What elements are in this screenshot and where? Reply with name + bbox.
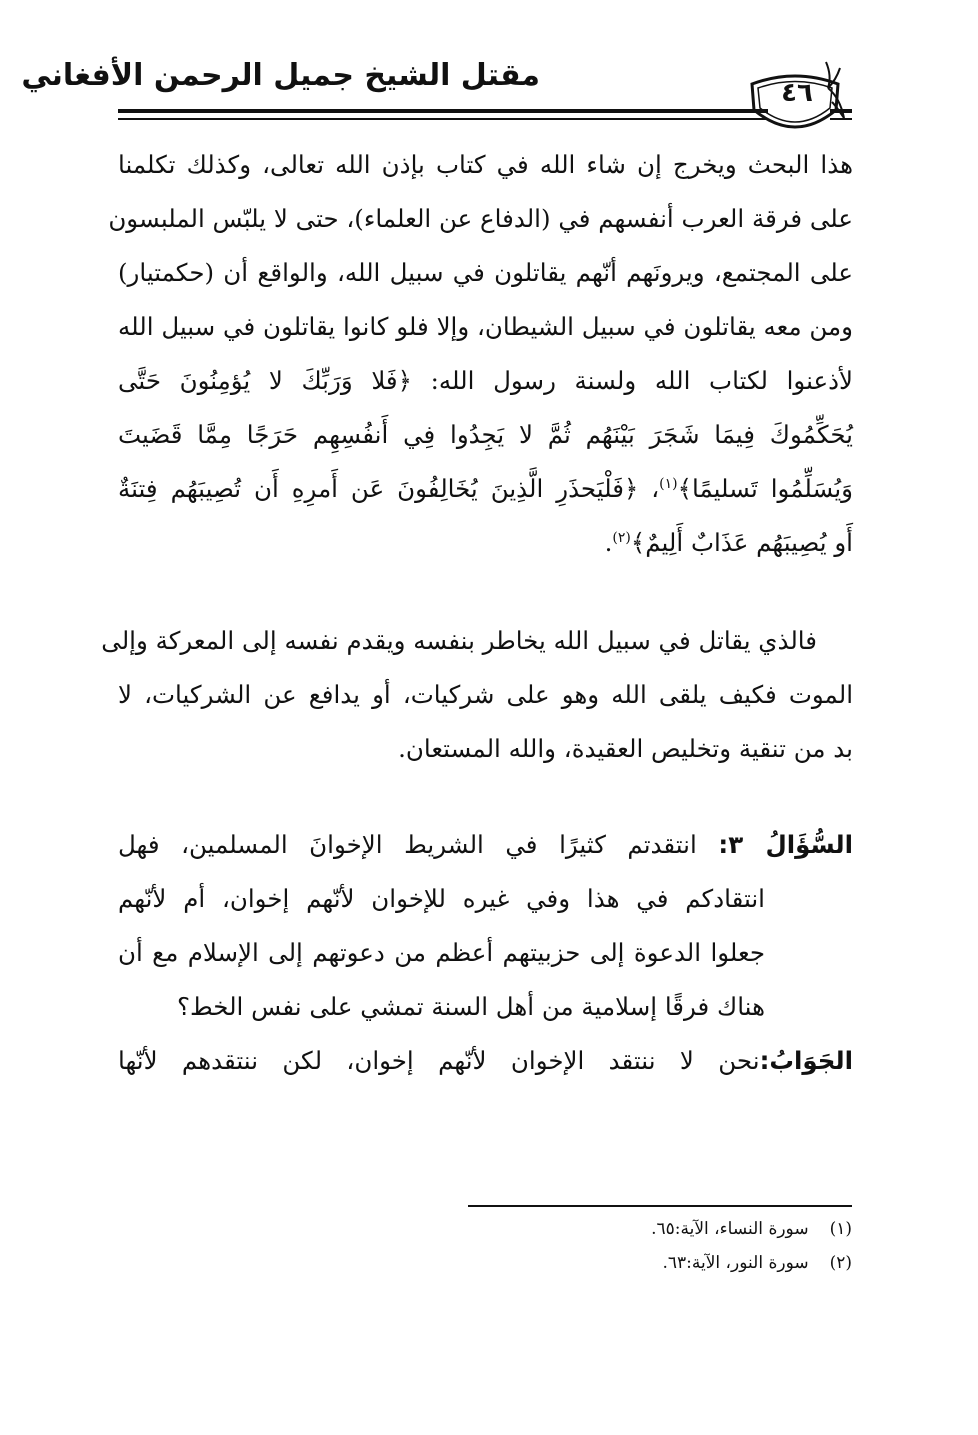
footnote-separator bbox=[468, 1205, 852, 1207]
question-label: السُّؤَالُ ٣: bbox=[718, 830, 853, 859]
paragraph-1 bbox=[108, 138, 853, 570]
text-line: فالذي يقاتل في سبيل الله يخاطر بنفسه ويقدم نفسه إلى المعركة وإلى bbox=[101, 626, 817, 655]
text-line: يُحَكِّمُوكَ فِيمَا شَجَرَ بَيْنَهُم ثُمَّ لا يَجِدُوا فِي أَنفُسِهِم حَرَجًا مِمَّا قَضَيتَ bbox=[118, 420, 853, 449]
footnotes bbox=[468, 1212, 852, 1280]
text-line bbox=[118, 462, 853, 516]
answer-block bbox=[118, 1034, 853, 1088]
header-rule-thin-right bbox=[830, 118, 852, 120]
text-line: الموت فكيف يلقى الله وهو على شركيات، أو يدافع عن الشركيات، لا bbox=[118, 680, 853, 709]
text-line: لأذعنوا لكتاب الله ولسنة رسول الله: ﴿فَلا وَرَبِّكَ لا يُؤمِنُونَ حَتَّى bbox=[118, 366, 853, 395]
quran-verse-end: أَو يُصِيبَهُم عَذَابٌ أَلِيمٌ﴾ bbox=[630, 528, 853, 557]
running-head-title: مقتل الشيخ جميل الرحمن الأفغاني bbox=[21, 58, 540, 93]
text-line: على المجتمع، ويرونَهم أنّهم يقاتلون في سبيل الله، والواقع أن (حكمتيار) bbox=[118, 258, 853, 287]
footnote-number: (١) bbox=[829, 1219, 852, 1239]
text-line bbox=[118, 818, 853, 872]
quran-verse-end: وَيُسَلِّمُوا تَسليمًا﴾ bbox=[677, 474, 853, 503]
quran-verse: ، ﴿فَلْيَحذَرِ الَّذِينَ يُخَالِفُونَ عَن أَمرِهِ أَن تُصِيبَهُم فِتنَةٌ bbox=[118, 474, 660, 503]
header-rule-thick-right bbox=[830, 109, 852, 113]
text-line: هذا البحث ويخرج إن شاء الله في كتاب بإذن الله تعالى، وكذلك تكلمنا bbox=[118, 150, 853, 179]
text-line: جعلوا الدعوة إلى حزبيتهم أعظم من دعوتهم إلى الإسلام مع أن bbox=[118, 938, 765, 967]
period: . bbox=[604, 528, 613, 557]
paragraph-2 bbox=[101, 614, 853, 776]
footnote-ref-2: (٢) bbox=[612, 529, 631, 546]
text-line: بد من تنقية وتخليص العقيدة، والله المستعان. bbox=[398, 734, 853, 763]
header-rule-thin bbox=[118, 118, 768, 120]
text-line bbox=[118, 1034, 853, 1088]
text-line: هناك فرقًا إسلامية من أهل السنة تمشي على نفس الخط؟ bbox=[177, 992, 765, 1021]
header-rule-thick bbox=[118, 109, 768, 113]
answer-text: نحن لا ننتقد الإخوان لأنّهم إخوان، لكن ننتقدهم لأنّها bbox=[118, 1046, 760, 1075]
question-block bbox=[118, 818, 853, 1034]
footnote-2 bbox=[468, 1246, 852, 1280]
text-line: انتقادكم في هذا وفي غيره للإخوان لأنّهم إخوان، أم لأنّهم bbox=[118, 884, 765, 913]
question-text: انتقدتم كثيرًا في الشريط الإخوانَ المسلمين، فهل bbox=[118, 830, 697, 859]
text-line: ومن معه يقاتلون في سبيل الشيطان، وإلا فلو كانوا يقاتلون في سبيل الله bbox=[118, 312, 853, 341]
footnote-1 bbox=[468, 1212, 852, 1246]
text-line bbox=[118, 516, 853, 570]
footnote-number: (٢) bbox=[829, 1253, 852, 1273]
answer-label: الجَوَابُ: bbox=[759, 1046, 853, 1075]
page-number: ٤٦ bbox=[781, 78, 813, 108]
footnote-text: سورة النساء، الآية:٦٥. bbox=[651, 1219, 809, 1239]
footnote-ref-1: (١) bbox=[659, 475, 678, 492]
text-line: على فرقة العرب أنفسهم في (الدفاع عن العلماء)، حتى لا يلبّس الملبسون bbox=[108, 204, 853, 233]
footnote-text: سورة النور، الآية:٦٣. bbox=[662, 1253, 809, 1273]
